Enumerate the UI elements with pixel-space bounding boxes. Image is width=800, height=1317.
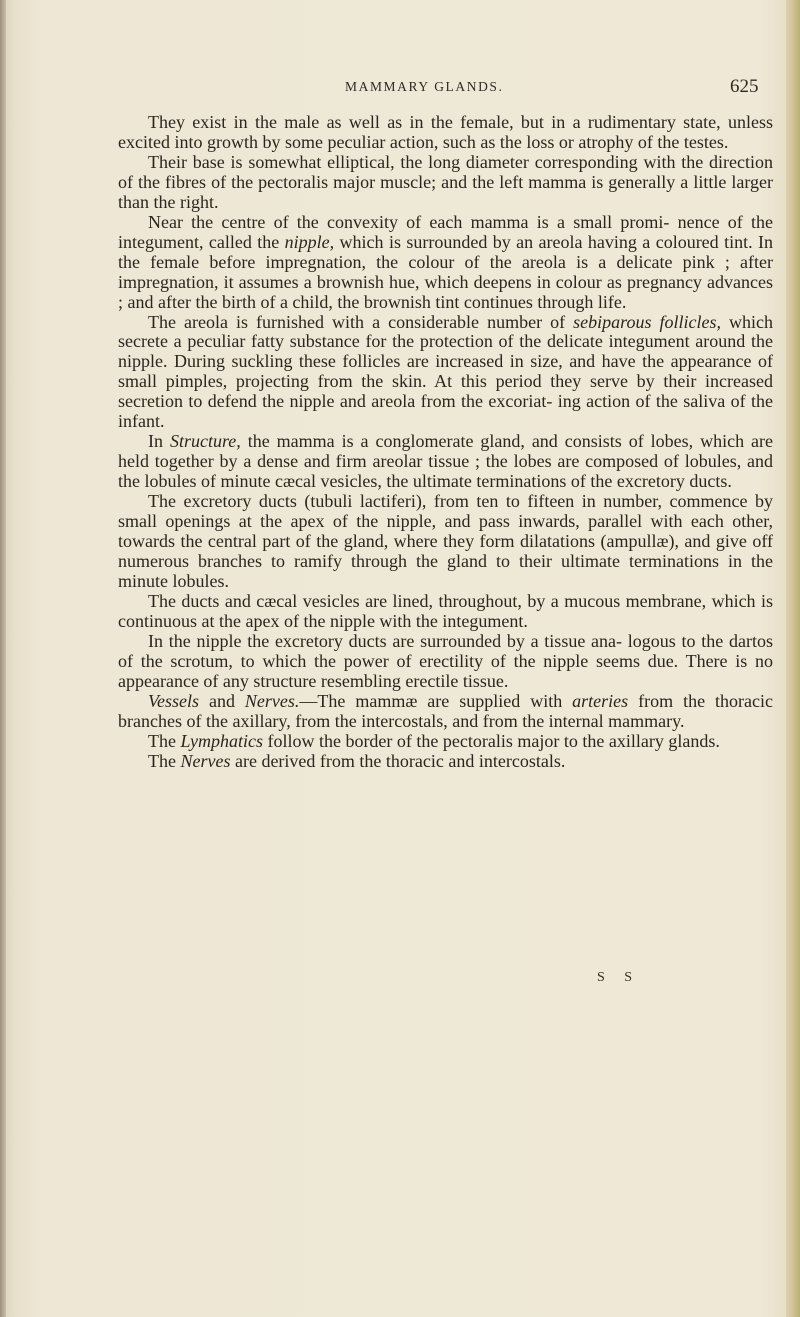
paragraph — [118, 732, 773, 752]
paragraph — [118, 153, 773, 213]
text-run: The areola is furnished with a considerable number of — [148, 311, 574, 332]
text-run: In the nipple the excretory ducts are surrounded by a tissue ana- logous to the dartos of the scrotum, to which the power of erectility of the nipple seems due. There is no appearance of any structure resembling erectile tissue. — [118, 630, 773, 691]
text-run: The — [148, 730, 181, 751]
paragraph — [118, 313, 773, 433]
text-run: In — [148, 431, 170, 452]
page-edge-stain — [786, 0, 800, 1317]
paragraph — [118, 632, 773, 692]
italic-term: Vessels — [148, 690, 199, 711]
text-run: They exist in the male as well as in the female, but in a rudimentary state, unless excited into growth by some peculiar action, such as the loss or atrophy of the testes. — [118, 112, 773, 152]
text-run: —The mammæ are supplied with — [299, 690, 573, 711]
text-run: which is surrounded by an areola having a coloured tint. In the female before impregnation, the colour of the areola is a delicate pink ; after impregnation, it assumes a brownish hue, which deepens in colour as pregnancy advances ; and after the birth of a child, the brownish tint continues through life. — [118, 231, 773, 312]
page-gutter-shadow — [0, 0, 6, 1317]
paragraph — [118, 432, 773, 492]
text-run: are derived from the thoracic and intercostals. — [230, 750, 566, 771]
paragraph — [118, 592, 773, 632]
running-head-title: MAMMARY GLANDS. — [345, 79, 504, 94]
text-run: from the thoracic branches of the axillary, from the intercostals, and from the internal mammary. — [118, 690, 773, 731]
italic-term: arteries — [572, 690, 629, 711]
text-run: which secrete a peculiar fatty substance for the protection of the delicate integument around the nipple. During suckling these follicles are increased in size, and have the appearance of small pimples, projecting from the skin. At this period they serve by their increased secretion to defend the nipple and areola from the excoriat- ing action of the saliva of the infant. — [118, 311, 773, 432]
paragraph — [118, 492, 773, 592]
paragraph — [118, 752, 773, 772]
paragraph — [118, 692, 773, 732]
paragraph — [118, 113, 773, 153]
italic-term: Structure, — [169, 431, 241, 452]
italic-term: Lymphatics — [180, 730, 263, 751]
text-run: and — [199, 690, 245, 711]
signature-mark: S S — [597, 970, 641, 985]
page-number: 625 — [730, 76, 759, 97]
italic-term: Nerves — [180, 750, 231, 771]
text-run: follow the border of the pectoralis major to the axillary glands. — [262, 730, 720, 751]
text-run: The excretory ducts (tubuli lactiferi), from ten to fifteen in number, commence by small openings at the apex of the nipple, and pass inwards, parallel with each other, towards the central part of the gland, where they form dilatations (ampullæ), and give off numerous branches to ramify through the gland to their ultimate terminations in the minute lobules. — [118, 491, 773, 591]
text-run: The — [148, 750, 181, 771]
italic-term: sebiparous follicles, — [573, 311, 721, 332]
text-run: Near the centre of the convexity of each mamma is a small promi- nence of the integument, called the — [118, 211, 773, 252]
italic-term: nipple, — [284, 231, 335, 252]
paragraph — [118, 213, 773, 313]
body-text — [118, 113, 773, 771]
running-head — [0, 76, 800, 103]
text-run: The ducts and cæcal vesicles are lined, throughout, by a mucous membrane, which is continuous at the apex of the nipple with the integument. — [118, 590, 773, 631]
text-run: the mamma is a conglomerate gland, and consists of lobes, which are held together by a dense and firm areolar tissue ; the lobes are composed of lobules, and the lobules of minute cæcal vesicles, the ultimate terminations of the excretory ducts. — [118, 431, 774, 492]
text-run: Their base is somewhat elliptical, the long diameter corresponding with the direction of the fibres of the pectoralis major muscle; and the left mamma is generally a little larger than the right. — [118, 151, 773, 212]
italic-term: Nerves. — [244, 690, 300, 711]
